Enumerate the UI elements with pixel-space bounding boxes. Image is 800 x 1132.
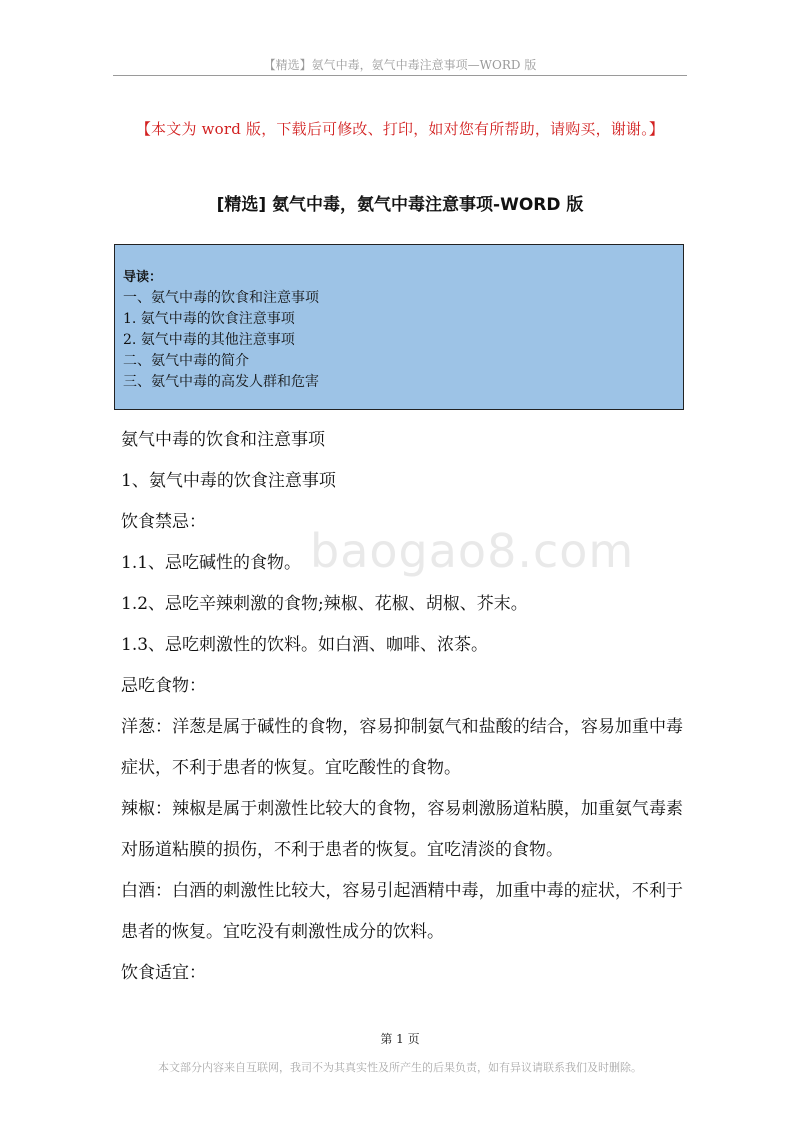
toc-item: 一、氨气中毒的饮食和注意事项 bbox=[123, 290, 319, 306]
page-number: 第 1 页 bbox=[380, 1032, 420, 1046]
toc-item: 二、氨气中毒的简介 bbox=[123, 353, 249, 369]
paragraph: 白酒：白酒的刺激性比较大，容易引起酒精中毒，加重中毒的症状，不利于患者的恢复。宜吃没有刺激性成分的饮料。 bbox=[121, 881, 683, 942]
paragraph: 忌吃食物： bbox=[121, 676, 206, 696]
page-header: 【精选】氨气中毒，氨气中毒注意事项—WORD 版 bbox=[263, 58, 537, 72]
paragraph: 1.1、忌吃碱性的食物。 bbox=[121, 553, 302, 573]
watermark: baogao8.com bbox=[310, 524, 635, 578]
header-divider bbox=[113, 75, 687, 76]
table-of-contents-box bbox=[114, 244, 684, 410]
paragraph: 1.2、忌吃辛辣刺激的食物;辣椒、花椒、胡椒、芥末。 bbox=[121, 594, 528, 614]
paragraph: 饮食适宜： bbox=[121, 963, 206, 983]
subsection-heading: 1、氨气中毒的饮食注意事项 bbox=[121, 471, 336, 491]
toc-item: 三、氨气中毒的高发人群和危害 bbox=[123, 374, 319, 390]
paragraph: 1.3、忌吃刺激性的饮料。如白酒、咖啡、浓茶。 bbox=[121, 635, 489, 655]
page-footer: 本文部分内容来自互联网，我司不为其真实性及所产生的后果负责，如有异议请联系我们及时删除。 bbox=[158, 1061, 642, 1074]
toc-item: 2. 氨气中毒的其他注意事项 bbox=[123, 332, 295, 348]
document-body bbox=[121, 420, 683, 994]
paragraph: 辣椒：辣椒是属于刺激性比较大的食物，容易刺激肠道粘膜，加重氨气毒素对肠道粘膜的损伤，不利于患者的恢复。宜吃清淡的食物。 bbox=[121, 799, 683, 860]
toc-label: 导读： bbox=[123, 270, 163, 285]
paragraph: 洋葱：洋葱是属于碱性的食物，容易抑制氨气和盐酸的结合，容易加重中毒症状，不利于患者的恢复。宜吃酸性的食物。 bbox=[121, 717, 683, 778]
section-heading: 氨气中毒的饮食和注意事项 bbox=[121, 430, 325, 450]
document-title: [精选] 氨气中毒，氨气中毒注意事项-WORD 版 bbox=[216, 195, 584, 215]
toc-item: 1. 氨气中毒的饮食注意事项 bbox=[123, 311, 295, 327]
download-notice: 【本文为 word 版，下载后可修改、打印，如对您有所帮助，请购买，谢谢。】 bbox=[135, 120, 665, 138]
paragraph: 饮食禁忌： bbox=[121, 512, 206, 532]
